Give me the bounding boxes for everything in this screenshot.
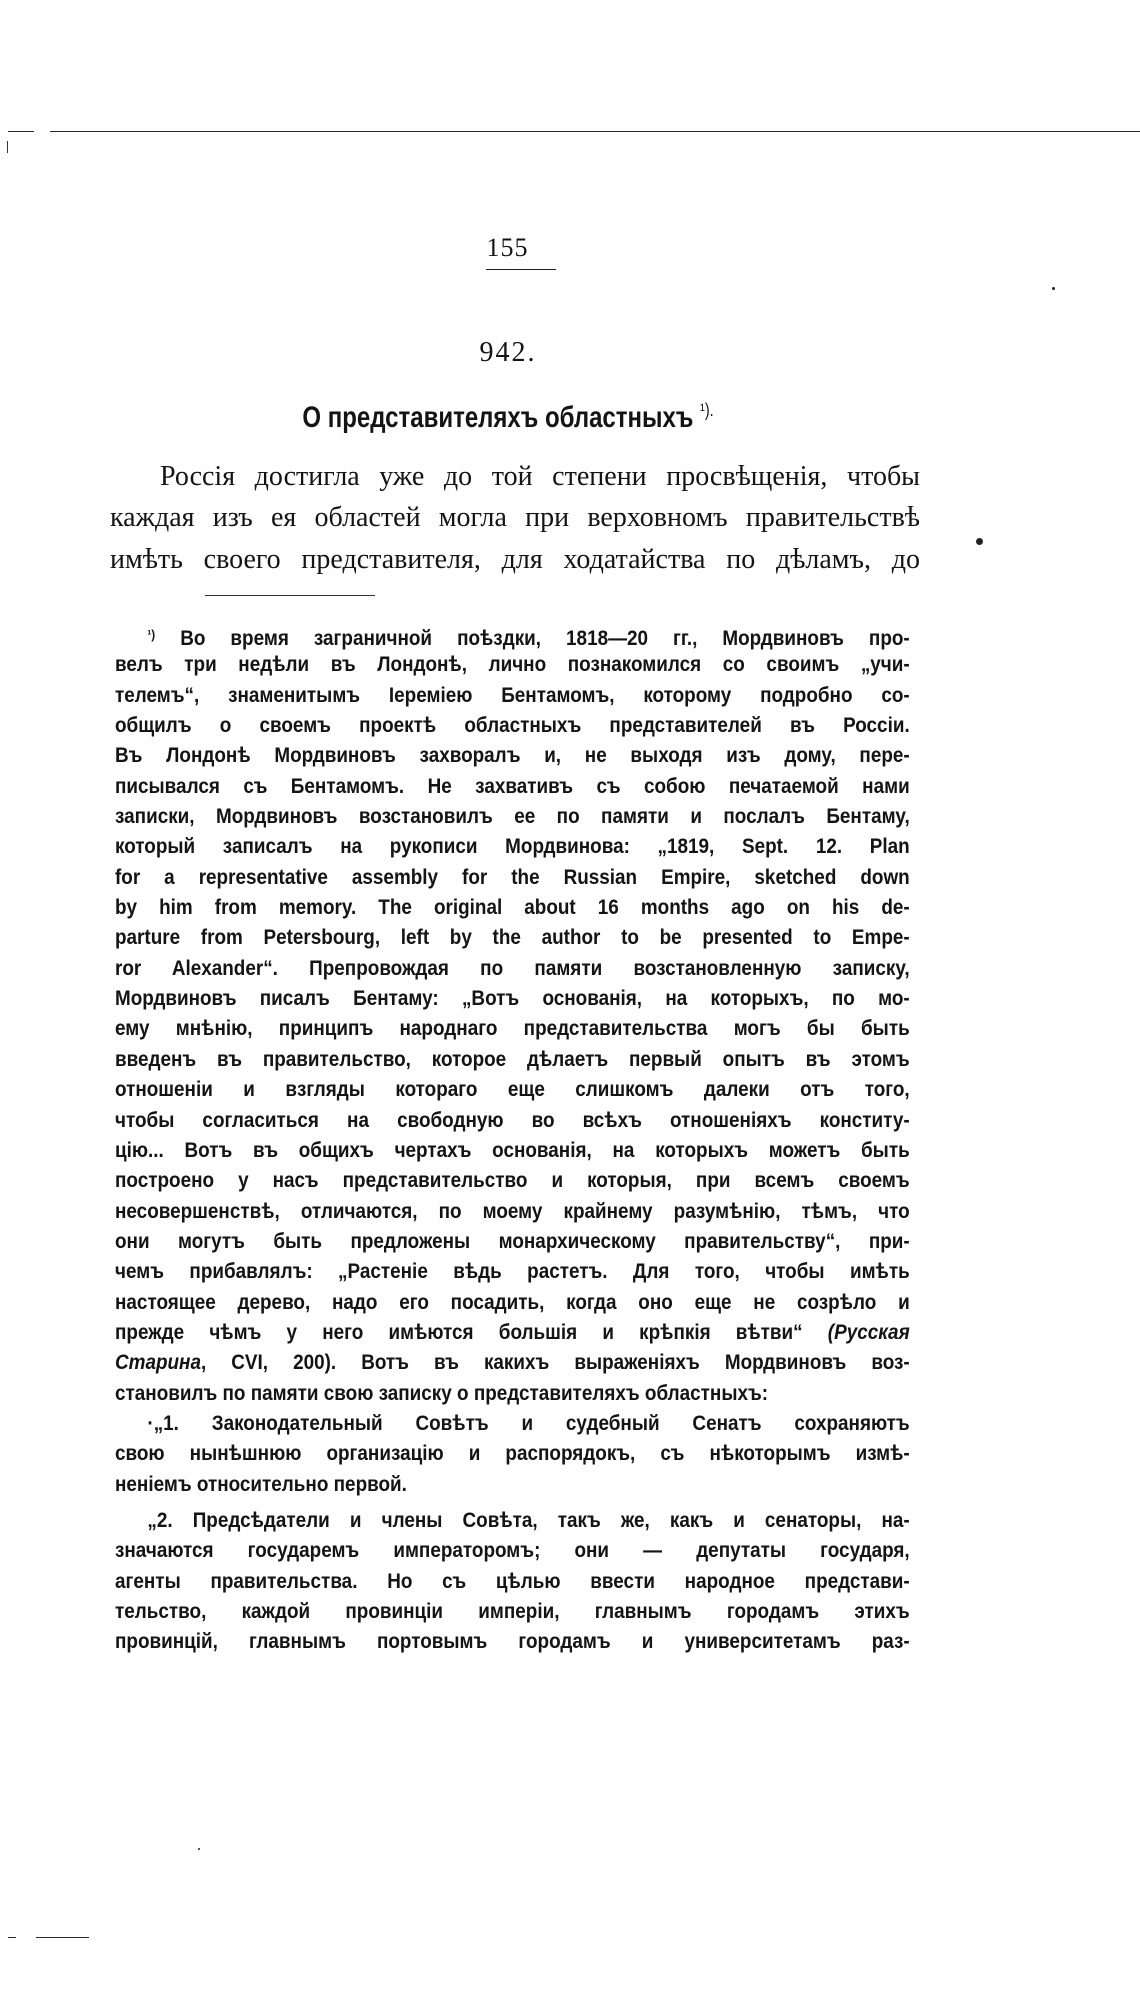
footnote-line: телемъ“, знаменитымъ Іереміею Бентамомъ, которому подробно со-: [115, 683, 910, 707]
scan-speck: [976, 538, 983, 545]
footnote-line: построено у насъ представительство и которыя, при всемъ своемъ: [115, 1169, 910, 1193]
page-number-underline: [486, 269, 556, 270]
footnote-line: чемъ прибавлялъ: „Растеніе вѣдь растетъ. Для того, чтобы имѣть: [115, 1260, 910, 1284]
footnote-mark: ¹): [147, 627, 156, 642]
body-line: Россія достигла уже до той степени просвѣщенія, чтобы: [160, 461, 920, 492]
footnote-line: отношеніи и взгляды котораго еще слишкомъ далеки отъ того,: [115, 1078, 910, 1102]
footnote-line: прежде чѣмъ у него имѣются большія и крѣпкія вѣтви“ (Русская: [115, 1320, 910, 1344]
page-number: 155: [486, 233, 529, 262]
footnote-item-2-line: тельство, каждой провинціи имперіи, главнымъ городамъ этихъ: [115, 1600, 910, 1623]
footnote-item-1-line: ·„1. Законодательный Совѣтъ и судебный Сенатъ сохраняютъ: [147, 1411, 910, 1435]
scan-mark: [7, 141, 8, 153]
scan-bottom-rule: [36, 1937, 89, 1938]
footnote-line: $^{^1)}$ Во время заграничной поѣздки, 1818—20 гг., Мордвиновъ про-: [147, 627, 910, 650]
footnote-line: for a representative assembly for the Russian Empire, sketched down: [115, 865, 910, 889]
heading-footnote-mark: ¹).: [700, 400, 714, 420]
scan-edge-rule: [8, 131, 34, 132]
footnote-item-2-line: провинцій, главнымъ портовымъ городамъ и университетамъ раз-: [115, 1630, 910, 1654]
footnote-line: ему мнѣнію, принципъ народнаго представительства могъ бы быть: [115, 1017, 910, 1041]
footnote-line: введенъ въ правительство, которое дѣлаетъ первый опытъ въ этомъ: [115, 1047, 910, 1071]
section-heading: [102, 400, 915, 435]
scan-speck: [198, 1848, 200, 1850]
footnote-line: они могутъ быть предложены монархическому правительству“, при-: [115, 1229, 910, 1253]
footnote-line: чтобы согласиться на свободную во всѣхъ отношеніяхъ конститу-: [115, 1108, 910, 1132]
footnote: [115, 620, 910, 1658]
scan-speck: [1052, 287, 1055, 290]
scan-top-rule: [50, 131, 1140, 132]
footnote-line: становилъ по памяти свою записку о представителяхъ областныхъ:: [115, 1381, 769, 1405]
footnote-item-2-line: агенты правительства. Но съ цѣлью ввести народное представи-: [115, 1569, 910, 1593]
scan-edge-rule-bottom: [8, 1937, 16, 1938]
footnote-italic-source: (Русская: [802, 1320, 910, 1344]
footnote-line: общилъ о своемъ проектѣ областныхъ представителей въ Россіи.: [115, 714, 910, 738]
footnote-line: цію... Вотъ въ общихъ чертахъ основанія, на которыхъ можетъ быть: [115, 1138, 910, 1162]
footnote-line: писывался съ Бентамомъ. Не захвативъ съ собою печатаемой нами: [115, 774, 910, 798]
footnote-line: записки, Мордвиновъ возстановилъ ее по памяти и послалъ Бентаму,: [115, 805, 910, 829]
footnote-italic-source: Старина: [115, 1351, 201, 1375]
footnote-line: parture from Petersbourg, left by the author to be presented to Empe-: [115, 926, 910, 950]
footnote-item-2-line: значаются государемъ императоромъ; они — депутаты государя,: [115, 1539, 910, 1563]
body-line: каждая изъ ея областей могла при верховномъ правительствѣ: [110, 502, 920, 533]
footnote-line: Въ Лондонѣ Мордвиновъ захворалъ и, не выходя изъ дому, пере-: [115, 744, 910, 768]
footnote-line: Старина, CVI, 200). Вотъ въ какихъ выраженіяхъ Мордвиновъ воз-: [115, 1351, 910, 1375]
footnote-line: настоящее дерево, надо его посадить, когда оно еще не созрѣло и: [115, 1290, 910, 1314]
footnote-item-2-line: „2. Предсѣдатели и члены Совѣта, такъ же, какъ и сенаторы, на-: [147, 1508, 910, 1532]
footnote-item-1-line: неніемъ относительно первой.: [115, 1472, 407, 1496]
heading-text: О представителяхъ областныхъ: [302, 401, 694, 434]
footnote-line: несовершенствѣ, отличаются, по моему крайнему разумѣнію, тѣмъ, что: [115, 1199, 910, 1223]
footnote-line: ror Alexander“. Препровождая по памяти возстановленную записку,: [115, 956, 910, 980]
footnote-line: который записалъ на рукописи Мордвинова: „1819, Sept. 12. Plan: [115, 835, 910, 859]
footnote-separator: [205, 595, 375, 596]
footnote-line: by him from memory. The original about 16 months ago on his de-: [115, 896, 910, 920]
document-number: 942.: [479, 337, 537, 368]
footnote-line: Мордвиновъ писалъ Бентаму: „Вотъ основанія, на которыхъ, по мо-: [115, 987, 910, 1011]
footnote-line: велъ три недѣли въ Лондонѣ, лично познакомился со своимъ „учи-: [115, 653, 910, 677]
footnote-item-1-line: свою нынѣшнюю организацію и распорядокъ, съ нѣкоторымъ измѣ-: [115, 1442, 910, 1466]
body-line: имѣть своего представителя, для ходатайства по дѣламъ, до: [110, 544, 920, 575]
